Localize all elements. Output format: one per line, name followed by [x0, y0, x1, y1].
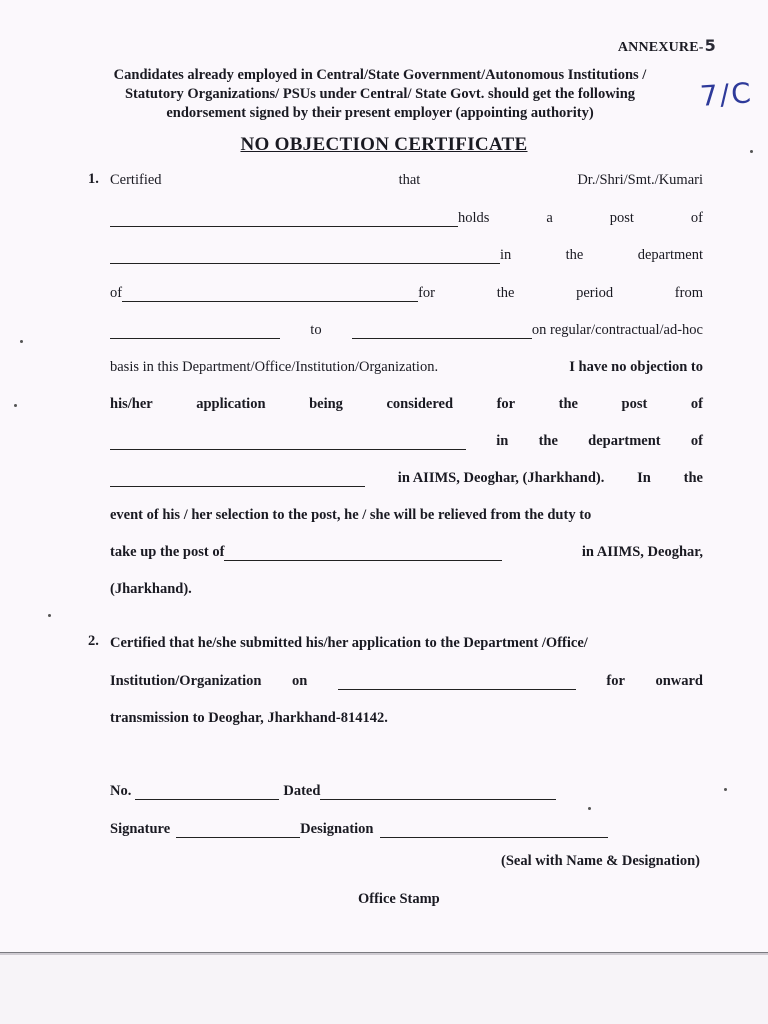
text: period [576, 285, 614, 301]
text: his/her [110, 396, 153, 412]
period-to-field[interactable] [352, 324, 532, 339]
text: for [606, 673, 625, 689]
page-title: NO OBJECTION CERTIFICATE [240, 134, 528, 155]
text: in AIIMS, Deoghar, (Jharkhand). [397, 470, 605, 486]
text: post [621, 396, 648, 412]
s1-row-9 [110, 465, 703, 487]
office-stamp-label: Office Stamp [358, 891, 440, 907]
text: on [292, 673, 308, 689]
text: in [496, 433, 509, 449]
text: the [565, 247, 584, 263]
s2-row-2 [110, 668, 703, 690]
post-field[interactable] [110, 249, 500, 264]
submission-date-field[interactable] [338, 675, 576, 690]
s1-row-1 [110, 167, 703, 189]
section-number: 2. [88, 633, 99, 649]
designation-field[interactable] [380, 823, 608, 838]
text: of [690, 433, 703, 449]
scan-speck [14, 404, 17, 407]
text: the [538, 433, 558, 449]
text: the [558, 396, 578, 412]
s1-row-10 [110, 502, 703, 524]
text: I have no objection to [569, 359, 703, 375]
text: that [398, 172, 421, 188]
s1-row-4 [110, 280, 703, 302]
s1-row-5 [110, 317, 703, 339]
s2-row-1 [110, 630, 703, 652]
dated-field[interactable] [320, 785, 556, 800]
text: the [683, 470, 703, 486]
text: Dr./Shri/Smt./Kumari [577, 172, 703, 188]
scan-speck [588, 807, 591, 810]
s2-row-3 [110, 705, 703, 727]
s1-row-2 [110, 205, 703, 227]
text: In [637, 470, 651, 486]
signature-label: Signature [110, 821, 171, 837]
text: basis in this Department/Office/Institution/Organization. [110, 359, 439, 375]
intro-line: Statutory Organizations/ PSUs under Central/ State Govt. should get the following [124, 86, 636, 102]
text: event of his / her selection to the post, he / she will be relieved from the duty to [110, 507, 592, 523]
text: to [310, 322, 322, 338]
number-field[interactable] [135, 785, 279, 800]
take-up-post-field[interactable] [224, 546, 502, 561]
scan-speck [48, 614, 51, 617]
text: being [309, 396, 343, 412]
s1-row-6 [110, 354, 703, 376]
signature-field[interactable] [176, 823, 300, 838]
scan-speck [724, 788, 727, 791]
text: Institution/Organization [110, 673, 262, 689]
handwritten-note: 7/C [698, 76, 754, 113]
text: department [637, 247, 703, 263]
dated-label: Dated [283, 783, 321, 799]
s1-row-12 [110, 576, 703, 598]
scan-speck [750, 150, 753, 153]
applied-post-field[interactable] [110, 435, 466, 450]
text: for [418, 285, 436, 301]
text: (Jharkhand). [110, 581, 192, 597]
text: holds [458, 210, 490, 226]
intro-line: endorsement signed by their present employer (appointing authority) [166, 105, 594, 121]
applied-department-field[interactable] [110, 472, 365, 487]
text: department [588, 433, 661, 449]
signature-row [110, 816, 703, 838]
text: a [546, 210, 553, 226]
text: onward [655, 673, 703, 689]
intro-line: Candidates already employed in Central/State Government/Autonomous Institutions / [113, 67, 647, 83]
s1-row-7 [110, 391, 703, 413]
text: Certified [110, 172, 162, 188]
text: transmission to Deoghar, Jharkhand-814142. [110, 710, 388, 726]
annexure-number: 5 [704, 36, 716, 55]
department-field[interactable] [122, 287, 418, 302]
text: Certified that he/she submitted his/her application to the Department /Office/ [110, 635, 588, 651]
page-edge [0, 953, 768, 955]
period-from-field[interactable] [110, 324, 280, 339]
text: of [110, 285, 123, 301]
text: of [690, 396, 703, 412]
seal-note: (Seal with Name & Designation) [501, 853, 700, 869]
text: take up the post of [110, 544, 225, 560]
text: post [609, 210, 634, 226]
intro-instructions [60, 66, 700, 123]
scan-speck [20, 340, 23, 343]
annexure-text: ANNEXURE- [617, 40, 704, 55]
s1-row-3 [110, 242, 703, 264]
text: in [500, 247, 512, 263]
text: of [690, 210, 703, 226]
text: in AIIMS, Deoghar, [581, 544, 703, 560]
text: on regular/contractual/ad-hoc [531, 322, 703, 338]
text: application [196, 396, 266, 412]
text: for [496, 396, 516, 412]
s1-row-11 [110, 539, 703, 561]
number-date-row [110, 778, 703, 800]
text: the [496, 285, 515, 301]
s1-row-8 [110, 428, 703, 450]
section-number: 1. [88, 171, 99, 187]
text: from [674, 285, 703, 301]
text: considered [386, 396, 454, 412]
annexure-label [618, 36, 716, 56]
designation-label: Designation [300, 821, 374, 837]
name-field[interactable] [110, 212, 458, 227]
no-label: No. [110, 783, 132, 799]
